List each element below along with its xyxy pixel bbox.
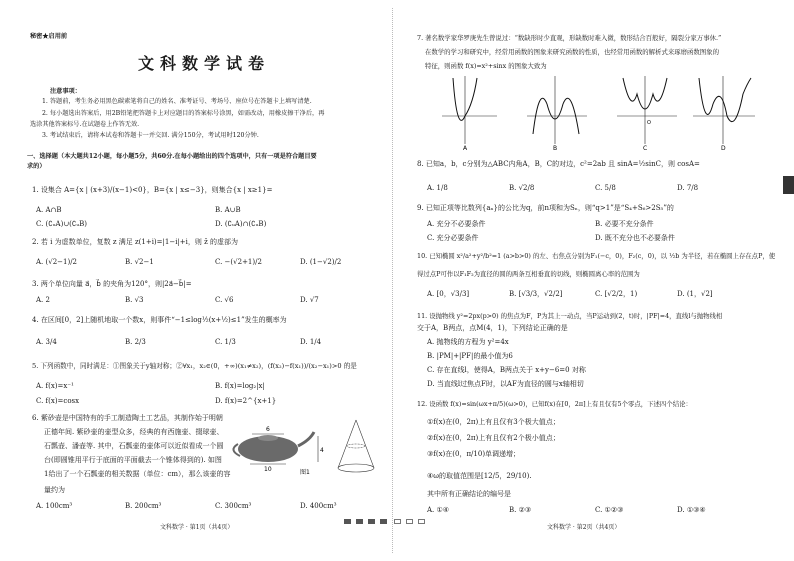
exam-title: 文科数学试卷 [138, 54, 271, 73]
notice-item: 2. 每小题选出答案后，用2B铅笔把答题卡上对应题目的答案标号涂黑，如需改动，用橡皮擦干净后，再 [42, 110, 325, 117]
dim-height-label: 4 [320, 447, 324, 454]
option-d: D. (1−√2)/2 [300, 258, 342, 266]
option-a: A. 抛物线的方程为 y²=4x [427, 338, 509, 346]
option-a: A. 2 [36, 296, 50, 304]
option-b: B. |PM|+|PF|的最小值为6 [427, 352, 513, 360]
notice-item: 1. 答题前，考生务必用黑色碳素笔将自己的姓名、准考证号、考场号、座位号在答题卡上填写清楚. [42, 98, 312, 105]
option-c: C. ①②③ [595, 506, 624, 514]
question-line: 石瓢壶、潘壶等. 其中，石瓢壶的壶体可以近似看成一个圆 [44, 442, 224, 450]
option-b: B. [√3/3，√2/2] [509, 290, 563, 298]
question-stem: 5. 下列函数中，同时满足：①图象关于y轴对称；②∀x₁，x₂∈(0，+∞)(x₁≠x₂)，(f(x₂)−f(x₁))/(x₂−x₁)>0 的是 [32, 362, 357, 370]
figure-label: 图1 [300, 469, 310, 476]
option-a: A. 100cm³ [36, 502, 73, 510]
option-c: C. √6 [215, 296, 234, 304]
option-a: A. [0，√3/3] [427, 290, 470, 298]
page-footer: 文科数学 · 第2页（共4页） [547, 524, 621, 531]
side-tab [783, 176, 794, 194]
teapot-figure [228, 416, 378, 478]
question-line: 得过点P可作以F₁F₂为直径的圆的两条互相垂直的切线，则椭圆离心率的范围为 [417, 270, 640, 278]
page-marker [356, 519, 363, 524]
option-a: A. f(x)=x⁻¹ [36, 382, 74, 390]
page-marker [368, 519, 375, 524]
question-line: 7. 著名数学家华罗庚先生曾说过：“数缺形时少直观，形缺数时难入微，数形结合百般好，隔裂分家万事休.” [417, 34, 722, 42]
graph-label: D [721, 145, 726, 152]
option-c: C. 充分必要条件 [427, 234, 479, 242]
option-d: D. 1/4 [300, 338, 322, 346]
option-d: D. √7 [300, 296, 319, 304]
page-marker [380, 519, 387, 524]
option-a: A. ①④ [427, 506, 450, 514]
option-d: D. (1，√2] [677, 290, 713, 298]
option-d: D. 当直线l过焦点F时，以AF为直径的圆与x轴相切 [427, 380, 584, 388]
option-a: A. 1/8 [427, 184, 448, 192]
option-b: B. √2/8 [509, 184, 535, 192]
graph-label: C [643, 145, 648, 152]
question-line: 12. 设函数 f(x)=sin(ωx+π/5)(ω>0)，已知f(x)在[0，2π]上有且仅有5个零点，下述四个结论： [417, 400, 692, 408]
question-stem: 8. 已知a，b，c分别为△ABC内角A，B，C的对边，c²=2ab 且 sinA=½sinC，则 cosA= [417, 160, 700, 168]
option-c: C. [√2/2，1) [595, 290, 638, 298]
notice-item: 选涂其他答案标号.在试题卷上作答无效. [30, 121, 140, 128]
question-line: 量约为 [44, 486, 65, 494]
question-line: 交于A，B两点，点M(4，1)，下列结论正确的是 [417, 324, 568, 332]
option-a: A. 充分不必要条件 [427, 220, 486, 228]
option-c: C. 300cm³ [215, 502, 252, 510]
option-b: B. ②③ [509, 506, 532, 514]
option-d: D. 400cm³ [300, 502, 337, 510]
statement-2: ②f(x)在(0，2π)上有且仅有2个极小值点； [427, 434, 560, 442]
option-d: D. (∁ᵤA)∩(∁ᵤB) [215, 220, 267, 228]
option-c: C. 存在直线l，使得A，B两点关于 x+y−6=0 对称 [427, 366, 586, 374]
page-footer: 文科数学 · 第1页（共4页） [160, 524, 234, 531]
dim-top-label: 6 [266, 426, 270, 433]
option-c: C. 1/3 [215, 338, 236, 346]
statement-4: ④ω的取值范围是[12/5，29/10). [427, 472, 532, 480]
question-line: 特征，则函数 f(x)=x²+sinx 的图象大致为 [425, 62, 547, 70]
option-a: A. (√2−1)/2 [36, 258, 78, 266]
cone-cut [347, 444, 365, 448]
question-line: 11. 设抛物线 y²=2px(p>0) 的焦点为F，P为其上一动点，当P运动到(2，t)时，|PF|=4，直线l与抛物线相 [417, 312, 723, 320]
option-d: D. 7/8 [677, 184, 699, 192]
graph-b [527, 76, 587, 152]
question-stem: 9. 已知正项等比数列{aₙ}的公比为q，前n项和为Sₙ，则“q>1”是“S₄+S₆>2S₅”的 [417, 204, 674, 212]
cone-base [338, 464, 374, 472]
notice-item: 3. 考试结束后，请将本试卷和答题卡一并交回. 满分150分，考试用时120分钟. [42, 132, 259, 139]
question-line: 正德年间. 紫砂壶的壶型众多，经典的有西施壶、掇球壶、 [44, 428, 224, 436]
graph-d [693, 76, 755, 152]
option-b: B. 2/3 [125, 338, 146, 346]
option-d: D. 既不充分也不必要条件 [595, 234, 675, 242]
option-a: A. 3/4 [36, 338, 57, 346]
question-stem: 4. 在区间[0，2]上随机地取一个数x，则事件“−1≤log½(x+½)≤1”发生的概率为 [32, 316, 287, 324]
option-b: B. 必要不充分条件 [595, 220, 654, 228]
teapot-lid [258, 435, 278, 441]
statement-3: ③f(x)在(0，π/10)单调递增； [427, 450, 521, 458]
question-stem: 3. 两个单位向量 a⃗，b⃗ 的夹角为120°，则|2a⃗−b⃗|= [32, 280, 192, 288]
option-b: B. 200cm³ [125, 502, 162, 510]
section-heading: 一、选择题（本大题共12小题，每小题5分，共60分.在每小题给出的四个选项中，只有一项是符合题目要 [27, 153, 317, 160]
option-b: B. f(x)=log₂|x| [215, 382, 265, 390]
question-stem: 2. 若 i 为虚数单位，复数 z 满足 z(1+i)=|1−i|+i，则 z̄ 的虚部为 [32, 238, 239, 246]
option-c: C. 5/8 [595, 184, 616, 192]
option-b: B. √3 [125, 296, 144, 304]
option-c: C. f(x)=cosx [36, 397, 80, 405]
statement-1: ①f(x)在(0，2π)上有且仅有3个极大值点； [427, 418, 560, 426]
question-line: 台(即圆锥用平行于底面的平面截去一个锥体得到的). 如图 [44, 456, 222, 464]
section-heading: 求的） [27, 163, 46, 170]
option-d: D. ①③④ [677, 506, 706, 514]
question-stem: 1. 设集合 A={x | (x+3)/(x−1)<0}，B={x | x≤−3}，则集合{x | x≥1}= [32, 186, 273, 194]
option-c: C. −(√2+1)/2 [215, 258, 262, 266]
secret-label: 秘密★启用前 [30, 33, 68, 40]
option-c: C. (∁ᵤA)∪(∁ᵤB) [36, 220, 88, 228]
page-marker [344, 519, 351, 524]
question-line: 6. 紫砂壶是中国特有的手工制造陶土工艺品，其制作始于明朝 [32, 414, 223, 422]
notice-heading: 注意事项： [50, 88, 81, 95]
graph-a [442, 76, 497, 152]
q7-graphs [437, 74, 757, 154]
option-b: B. √2−1 [125, 258, 154, 266]
graph-c [617, 76, 677, 152]
question-line: 10. 已知椭圆 x²/a²+y²/b²=1 (a>b>0) 的左、右焦点分别为F₁(−c，0)，F₂(c，0)，以 ½b 为半径，若在椭圆上存在点P，使 [417, 252, 776, 260]
option-d: D. f(x)=2^{x+1} [215, 397, 277, 405]
question-line: 其中所有正确结论的编号是 [427, 490, 511, 498]
dim-bottom-label: 10 [264, 466, 272, 473]
question-line: 在数学的学习和研究中，经常用函数的图象来研究函数的性质，也经常用函数的解析式来琢磨函数图象的 [425, 48, 719, 56]
question-line: 1给出了一个石瓢壶的相关数据（单位：cm），那么该壶的容 [44, 470, 231, 478]
graph-label: A [463, 145, 468, 152]
graph-label: B [553, 145, 558, 152]
teapot-spout [298, 432, 314, 446]
right-page [397, 0, 794, 561]
option-b: B. A∪B [215, 206, 241, 214]
option-a: A. A∩B [36, 206, 62, 214]
origin-label: O [647, 120, 651, 126]
